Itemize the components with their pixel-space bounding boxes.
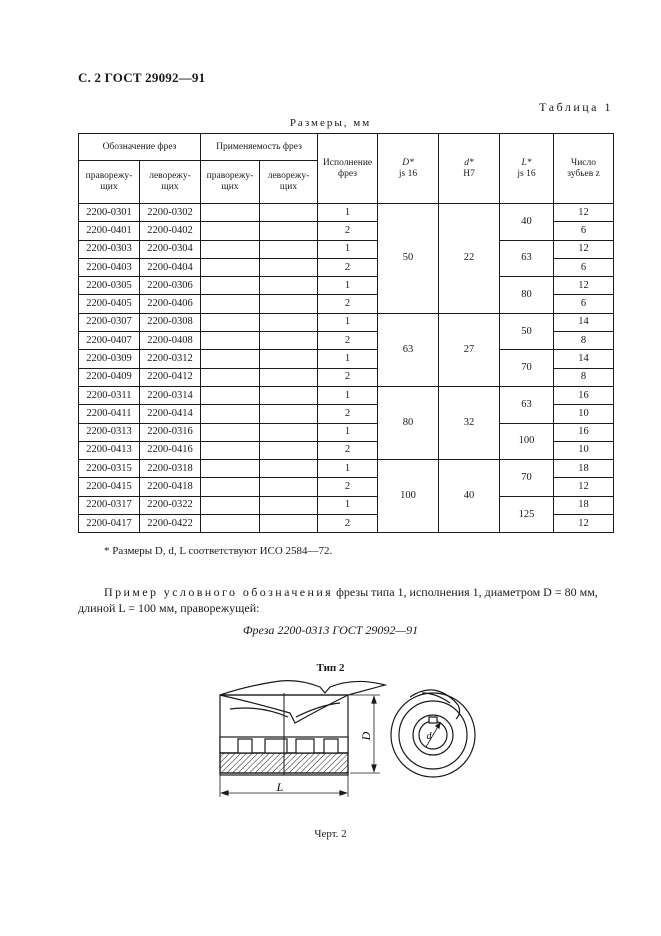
right-cutting-cell: 2200-0407 [79,332,140,350]
left-cutting-cell: 2200-0314 [140,386,201,404]
applicability-right-cell [201,204,260,222]
applicability-right-cell [201,496,260,514]
applicability-left-cell [260,332,318,350]
applicability-right-cell [201,405,260,423]
header-right-cutting: праворежу- щих [79,161,140,204]
applicability-left-cell [260,204,318,222]
version-cell: 1 [318,204,378,222]
left-cutting-cell: 2200-0406 [140,295,201,313]
D-cell: 63 [378,313,439,386]
example-text: фрезы типа 1, исполнения 1, диаметром D = 80 мм, длиной L = 100 мм, праворежущей: [78,585,598,616]
teeth-cell: 6 [554,258,614,276]
teeth-cell: 18 [554,460,614,478]
right-cutting-cell: 2200-0401 [79,222,140,240]
left-cutting-cell: 2200-0304 [140,240,201,258]
table-row [79,277,614,295]
d-cell: 40 [439,460,500,533]
type-label: Тип 2 [316,662,345,674]
applicability-right-cell [201,313,260,331]
sizes-label: Размеры, мм [289,117,372,129]
version-cell: 2 [318,478,378,496]
L-cell: 63 [500,386,554,423]
table-row [79,423,614,441]
milling-cutters-table [78,133,614,533]
version-cell: 1 [318,460,378,478]
cutter-drawing [200,675,490,810]
right-cutting-cell: 2200-0309 [79,350,140,368]
L-cell: 70 [500,350,554,387]
D-cell: 100 [378,460,439,533]
teeth-cell: 6 [554,222,614,240]
table-row [79,386,614,404]
teeth-cell: 12 [554,478,614,496]
right-cutting-cell: 2200-0317 [79,496,140,514]
right-cutting-cell: 2200-0403 [79,258,140,276]
applicability-right-cell [201,240,260,258]
header-designation: Обозначение фрез [79,134,201,161]
teeth-cell: 8 [554,332,614,350]
header-teeth: Число зубьев z [554,134,614,204]
header-app-left: леворежу- щих [260,161,318,204]
left-cutting-cell: 2200-0302 [140,204,201,222]
applicability-left-cell [260,368,318,386]
D-cell: 50 [378,204,439,314]
applicability-left-cell [260,441,318,459]
applicability-right-cell [201,222,260,240]
left-cutting-cell: 2200-0416 [140,441,201,459]
applicability-left-cell [260,240,318,258]
applicability-right-cell [201,386,260,404]
right-cutting-cell: 2200-0413 [79,441,140,459]
teeth-cell: 16 [554,386,614,404]
teeth-cell: 8 [554,368,614,386]
applicability-left-cell [260,405,318,423]
teeth-cell: 16 [554,423,614,441]
teeth-cell: 14 [554,350,614,368]
right-cutting-cell: 2200-0409 [79,368,140,386]
right-cutting-cell: 2200-0411 [79,405,140,423]
version-cell: 2 [318,295,378,313]
L-cell: 50 [500,313,554,350]
version-cell: 2 [318,258,378,276]
version-cell: 2 [318,222,378,240]
footnote: * Размеры D, d, L соответствуют ИСО 2584—72. [104,545,333,557]
right-cutting-cell: 2200-0305 [79,277,140,295]
applicability-right-cell [201,258,260,276]
version-cell: 1 [318,350,378,368]
header-L: L* js 16 [500,134,554,204]
table-row [79,240,614,258]
version-cell: 2 [318,368,378,386]
header-version: Исполнение фрез [318,134,378,204]
header-d: d* H7 [439,134,500,204]
applicability-right-cell [201,423,260,441]
applicability-left-cell [260,313,318,331]
applicability-left-cell [260,350,318,368]
right-cutting-cell: 2200-0415 [79,478,140,496]
D-dimension-label: D [359,731,373,741]
applicability-left-cell [260,496,318,514]
version-cell: 1 [318,277,378,295]
right-cutting-cell: 2200-0303 [79,240,140,258]
version-cell: 1 [318,423,378,441]
left-cutting-cell: 2200-0402 [140,222,201,240]
applicability-right-cell [201,332,260,350]
page-header: С. 2 ГОСТ 29092—91 [78,70,206,85]
applicability-left-cell [260,222,318,240]
version-cell: 2 [318,332,378,350]
left-cutting-cell: 2200-0308 [140,313,201,331]
left-cutting-cell: 2200-0408 [140,332,201,350]
applicability-left-cell [260,258,318,276]
teeth-cell: 10 [554,405,614,423]
right-cutting-cell: 2200-0313 [79,423,140,441]
L-dimension-label: L [276,780,284,794]
left-cutting-cell: 2200-0312 [140,350,201,368]
drawing-caption: Черт. 2 [314,828,347,840]
teeth-cell: 12 [554,277,614,295]
version-cell: 1 [318,240,378,258]
teeth-cell: 14 [554,313,614,331]
applicability-right-cell [201,460,260,478]
version-cell: 2 [318,405,378,423]
header-app-right: праворежу- щих [201,161,260,204]
applicability-left-cell [260,277,318,295]
applicability-right-cell [201,478,260,496]
applicability-right-cell [201,441,260,459]
d-cell: 27 [439,313,500,386]
d-dimension-label: d [426,731,432,742]
left-cutting-cell: 2200-0414 [140,405,201,423]
teeth-cell: 12 [554,515,614,533]
designation-example: Фреза 2200-0313 ГОСТ 29092—91 [242,623,419,637]
L-cell: 70 [500,460,554,497]
L-cell: 80 [500,277,554,314]
applicability-left-cell [260,515,318,533]
table-body [79,204,614,533]
table-row [79,350,614,368]
header-D: D* js 16 [378,134,439,204]
left-cutting-cell: 2200-0418 [140,478,201,496]
L-cell: 63 [500,240,554,277]
applicability-left-cell [260,295,318,313]
right-cutting-cell: 2200-0301 [79,204,140,222]
right-cutting-cell: 2200-0417 [79,515,140,533]
left-cutting-cell: 2200-0318 [140,460,201,478]
applicability-right-cell [201,350,260,368]
example-lead: Пример условного обозначения [104,585,334,599]
header-applicability: Применяемость фрез [201,134,318,161]
teeth-cell: 10 [554,441,614,459]
table-row [79,496,614,514]
table-row [79,313,614,331]
table-number: Таблица 1 [539,100,613,114]
right-cutting-cell: 2200-0315 [79,460,140,478]
left-cutting-cell: 2200-0412 [140,368,201,386]
version-cell: 1 [318,313,378,331]
applicability-right-cell [201,368,260,386]
right-cutting-cell: 2200-0405 [79,295,140,313]
left-cutting-cell: 2200-0404 [140,258,201,276]
front-view [391,690,475,777]
applicability-right-cell [201,515,260,533]
applicability-left-cell [260,478,318,496]
left-cutting-cell: 2200-0322 [140,496,201,514]
table-row [79,460,614,478]
header-left-cutting: леворежу- щих [140,161,201,204]
applicability-right-cell [201,277,260,295]
applicability-left-cell [260,386,318,404]
left-cutting-cell: 2200-0316 [140,423,201,441]
left-cutting-cell: 2200-0306 [140,277,201,295]
teeth-cell: 12 [554,204,614,222]
teeth-cell: 18 [554,496,614,514]
right-cutting-cell: 2200-0307 [79,313,140,331]
L-cell: 125 [500,496,554,533]
table-row [79,204,614,222]
teeth-cell: 12 [554,240,614,258]
example-paragraph [78,584,613,616]
teeth-cell: 6 [554,295,614,313]
applicability-left-cell [260,460,318,478]
D-cell: 80 [378,386,439,459]
applicability-right-cell [201,295,260,313]
L-cell: 40 [500,204,554,241]
L-cell: 100 [500,423,554,460]
d-cell: 22 [439,204,500,314]
applicability-left-cell [260,423,318,441]
version-cell: 2 [318,515,378,533]
version-cell: 1 [318,496,378,514]
version-cell: 1 [318,386,378,404]
version-cell: 2 [318,441,378,459]
d-cell: 32 [439,386,500,459]
left-cutting-cell: 2200-0422 [140,515,201,533]
right-cutting-cell: 2200-0311 [79,386,140,404]
